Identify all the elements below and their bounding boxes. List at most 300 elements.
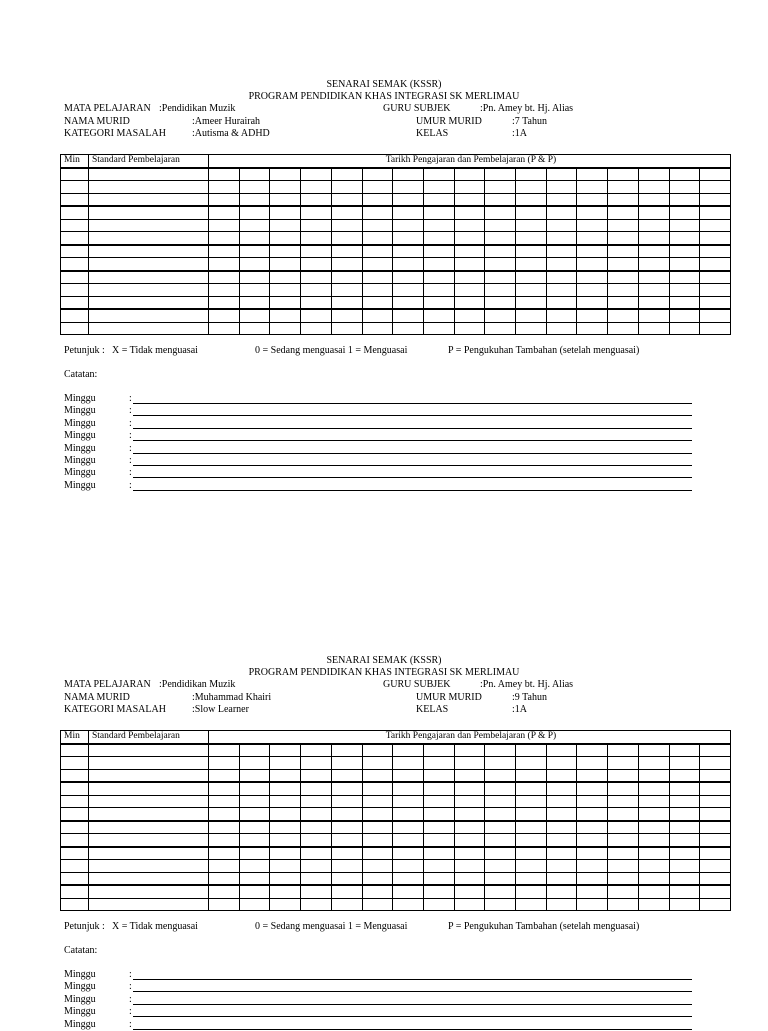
date-cell <box>638 744 669 757</box>
week-colon: : <box>129 993 132 1005</box>
date-cell <box>331 885 362 898</box>
date-cell <box>700 808 731 821</box>
checklist-sheet-2 <box>0 576 768 1030</box>
date-cell <box>546 795 577 808</box>
date-cell <box>423 322 454 335</box>
date-cell <box>301 322 332 335</box>
date-cell <box>608 322 639 335</box>
date-cell <box>669 322 700 335</box>
date-cell <box>239 206 270 219</box>
date-cell <box>209 795 240 808</box>
date-cell <box>608 744 639 757</box>
date-cell <box>638 168 669 181</box>
week-note-line <box>133 403 692 404</box>
date-cell <box>485 872 516 885</box>
legend-x: X = Tidak menguasai <box>112 345 198 356</box>
date-cell <box>608 232 639 245</box>
week-note-line <box>133 991 692 992</box>
date-cell <box>577 834 608 847</box>
min-cell <box>61 193 89 206</box>
date-cell <box>546 782 577 795</box>
date-cell <box>638 847 669 860</box>
date-cell <box>239 847 270 860</box>
date-cell <box>577 821 608 834</box>
table-row <box>61 271 731 284</box>
date-cell <box>301 232 332 245</box>
table-row <box>61 219 731 232</box>
week-note-row <box>64 1006 692 1018</box>
date-cell <box>608 885 639 898</box>
date-cell <box>331 206 362 219</box>
table-row <box>61 245 731 258</box>
standard-cell <box>89 860 209 873</box>
date-cell <box>700 872 731 885</box>
table-row <box>61 258 731 271</box>
subject-label: MATA PELAJARAN <box>64 103 151 114</box>
date-cell <box>700 296 731 309</box>
date-cell <box>270 245 301 258</box>
date-cell <box>485 309 516 322</box>
date-cell <box>362 193 393 206</box>
table-row <box>61 872 731 885</box>
date-cell <box>270 872 301 885</box>
date-cell <box>270 232 301 245</box>
date-cell <box>546 757 577 770</box>
date-cell <box>454 757 485 770</box>
standard-cell <box>89 206 209 219</box>
week-colon: : <box>129 417 132 429</box>
date-cell <box>239 808 270 821</box>
min-cell <box>61 795 89 808</box>
date-cell <box>423 245 454 258</box>
student-age-value: :9 Tahun <box>512 692 547 703</box>
date-cell <box>301 782 332 795</box>
date-cell <box>331 271 362 284</box>
date-cell <box>700 232 731 245</box>
date-cell <box>270 219 301 232</box>
category-label: KATEGORI MASALAH <box>64 704 166 715</box>
table-row <box>61 309 731 322</box>
table-row <box>61 181 731 194</box>
date-cell <box>270 296 301 309</box>
date-cell <box>638 284 669 297</box>
date-cell <box>423 795 454 808</box>
date-cell <box>239 219 270 232</box>
date-cell <box>485 206 516 219</box>
date-cell <box>577 245 608 258</box>
date-cell <box>577 168 608 181</box>
date-cell <box>393 834 424 847</box>
date-cell <box>454 769 485 782</box>
date-cell <box>700 834 731 847</box>
date-cell <box>331 808 362 821</box>
date-cell <box>669 757 700 770</box>
date-cell <box>516 757 547 770</box>
date-cell <box>209 181 240 194</box>
program-title: PROGRAM PENDIDIKAN KHAS INTEGRASI SK MERLIMAU <box>248 667 520 678</box>
date-cell <box>362 322 393 335</box>
date-cell <box>638 271 669 284</box>
week-colon: : <box>129 969 132 980</box>
date-cell <box>638 885 669 898</box>
week-note-line <box>133 490 692 491</box>
date-cell <box>700 782 731 795</box>
date-cell <box>546 821 577 834</box>
week-note-line <box>133 453 692 454</box>
date-cell <box>700 206 731 219</box>
date-cell <box>546 898 577 911</box>
date-cell <box>301 757 332 770</box>
date-cell <box>546 309 577 322</box>
date-cell <box>454 168 485 181</box>
date-cell <box>239 284 270 297</box>
date-cell <box>669 296 700 309</box>
date-cell <box>209 885 240 898</box>
date-cell <box>362 898 393 911</box>
date-cell <box>454 284 485 297</box>
date-cell <box>669 808 700 821</box>
student-name-label: NAMA MURID <box>64 116 130 127</box>
date-cell <box>700 757 731 770</box>
date-cell <box>485 847 516 860</box>
date-cell <box>393 232 424 245</box>
date-cell <box>423 219 454 232</box>
week-label: Minggu <box>64 981 96 993</box>
checklist-table <box>60 730 731 911</box>
week-note-line <box>133 979 692 980</box>
date-cell <box>393 284 424 297</box>
standard-cell <box>89 834 209 847</box>
standard-cell <box>89 168 209 181</box>
date-cell <box>608 834 639 847</box>
legend-x: X = Tidak menguasai <box>112 921 198 932</box>
date-cell <box>423 782 454 795</box>
table-row <box>61 193 731 206</box>
date-cell <box>454 860 485 873</box>
date-cell <box>608 808 639 821</box>
date-cell <box>239 769 270 782</box>
date-cell <box>516 168 547 181</box>
date-cell <box>485 885 516 898</box>
date-cell <box>423 847 454 860</box>
date-cell <box>393 808 424 821</box>
week-note-row <box>64 994 692 1006</box>
date-cell <box>362 206 393 219</box>
date-cell <box>608 795 639 808</box>
date-cell <box>362 782 393 795</box>
min-header: Min <box>61 155 89 168</box>
week-label: Minggu <box>64 993 96 1005</box>
date-cell <box>209 245 240 258</box>
date-cell <box>331 898 362 911</box>
date-cell <box>516 245 547 258</box>
date-cell <box>516 258 547 271</box>
date-cell <box>577 258 608 271</box>
date-cell <box>454 795 485 808</box>
date-cell <box>485 821 516 834</box>
date-cell <box>239 782 270 795</box>
date-cell <box>577 206 608 219</box>
standard-cell <box>89 309 209 322</box>
date-cell <box>270 757 301 770</box>
date-cell <box>516 284 547 297</box>
date-cell <box>669 860 700 873</box>
date-cell <box>577 757 608 770</box>
table-row <box>61 795 731 808</box>
date-cell <box>485 168 516 181</box>
date-cell <box>669 885 700 898</box>
min-cell <box>61 309 89 322</box>
min-cell <box>61 271 89 284</box>
date-cell <box>546 245 577 258</box>
date-cell <box>485 296 516 309</box>
date-cell <box>301 834 332 847</box>
standard-cell <box>89 181 209 194</box>
date-cell <box>423 834 454 847</box>
week-note-line <box>133 1004 692 1005</box>
date-cell <box>393 898 424 911</box>
table-row <box>61 885 731 898</box>
category-value: :Slow Learner <box>192 704 249 715</box>
date-cell <box>546 206 577 219</box>
legend-prefix: Petunjuk : <box>64 921 105 932</box>
date-cell <box>700 193 731 206</box>
checklist-table <box>60 154 731 335</box>
date-cell <box>393 271 424 284</box>
date-cell <box>362 181 393 194</box>
standard-cell <box>89 271 209 284</box>
week-colon: : <box>129 981 132 993</box>
date-cell <box>239 744 270 757</box>
min-cell <box>61 219 89 232</box>
date-cell <box>331 219 362 232</box>
date-cell <box>669 309 700 322</box>
min-cell <box>61 245 89 258</box>
date-cell <box>270 782 301 795</box>
date-cell <box>239 757 270 770</box>
week-label: Minggu <box>64 442 96 454</box>
table-row <box>61 744 731 757</box>
date-cell <box>700 284 731 297</box>
date-cell <box>331 795 362 808</box>
legend-0-1: 0 = Sedang menguasai 1 = Menguasai <box>255 345 408 356</box>
date-cell <box>700 322 731 335</box>
date-cell <box>546 219 577 232</box>
student-age-label: UMUR MURID <box>416 116 482 127</box>
date-cell <box>270 885 301 898</box>
date-cell <box>209 232 240 245</box>
date-cell <box>669 769 700 782</box>
date-cell <box>608 309 639 322</box>
teacher-value: :Pn. Amey bt. Hj. Alias <box>480 679 574 690</box>
date-cell <box>423 206 454 219</box>
category-value: :Autisma & ADHD <box>192 128 270 139</box>
date-cell <box>485 744 516 757</box>
date-cell <box>608 782 639 795</box>
date-header: Tarikh Pengajaran dan Pembelajaran (P & P) <box>209 155 731 168</box>
date-cell <box>516 181 547 194</box>
date-cell <box>423 296 454 309</box>
date-cell <box>239 872 270 885</box>
date-cell <box>270 309 301 322</box>
date-cell <box>516 847 547 860</box>
date-cell <box>393 782 424 795</box>
date-cell <box>546 860 577 873</box>
date-cell <box>608 847 639 860</box>
date-cell <box>209 271 240 284</box>
table-header-row <box>61 731 731 744</box>
week-colon: : <box>129 467 132 479</box>
date-cell <box>638 193 669 206</box>
week-label: Minggu <box>64 479 96 491</box>
subject-label: MATA PELAJARAN <box>64 679 151 690</box>
date-cell <box>362 744 393 757</box>
min-cell <box>61 322 89 335</box>
date-cell <box>331 860 362 873</box>
date-cell <box>454 258 485 271</box>
date-cell <box>209 744 240 757</box>
table-row <box>61 860 731 873</box>
date-cell <box>301 219 332 232</box>
table-row <box>61 296 731 309</box>
date-cell <box>393 309 424 322</box>
date-cell <box>700 168 731 181</box>
date-cell <box>638 258 669 271</box>
date-cell <box>577 782 608 795</box>
date-cell <box>608 821 639 834</box>
date-cell <box>485 181 516 194</box>
student-name-label: NAMA MURID <box>64 692 130 703</box>
date-cell <box>423 860 454 873</box>
date-cell <box>301 168 332 181</box>
date-cell <box>546 834 577 847</box>
date-cell <box>423 885 454 898</box>
date-cell <box>638 808 669 821</box>
standard-header: Standard Pembelajaran <box>89 731 209 744</box>
date-cell <box>546 258 577 271</box>
standard-cell <box>89 885 209 898</box>
date-cell <box>485 782 516 795</box>
date-cell <box>700 271 731 284</box>
date-cell <box>362 834 393 847</box>
date-cell <box>331 245 362 258</box>
date-cell <box>239 168 270 181</box>
date-cell <box>608 284 639 297</box>
date-cell <box>239 795 270 808</box>
date-cell <box>393 847 424 860</box>
date-cell <box>638 782 669 795</box>
table-row <box>61 168 731 181</box>
date-cell <box>301 258 332 271</box>
date-cell <box>485 284 516 297</box>
date-cell <box>423 744 454 757</box>
date-cell <box>301 181 332 194</box>
min-cell <box>61 168 89 181</box>
date-cell <box>301 821 332 834</box>
date-cell <box>516 219 547 232</box>
date-cell <box>516 834 547 847</box>
date-cell <box>362 885 393 898</box>
date-cell <box>577 284 608 297</box>
date-cell <box>362 245 393 258</box>
date-cell <box>209 782 240 795</box>
date-cell <box>270 181 301 194</box>
standard-cell <box>89 872 209 885</box>
week-label: Minggu <box>64 1006 96 1018</box>
date-cell <box>301 193 332 206</box>
standard-cell <box>89 782 209 795</box>
standard-cell <box>89 847 209 860</box>
student-age-label: UMUR MURID <box>416 692 482 703</box>
week-label: Minggu <box>64 405 96 417</box>
date-cell <box>239 821 270 834</box>
date-cell <box>270 795 301 808</box>
date-cell <box>546 271 577 284</box>
standard-cell <box>89 795 209 808</box>
date-cell <box>485 769 516 782</box>
week-note-row <box>64 443 692 455</box>
standard-cell <box>89 769 209 782</box>
date-cell <box>393 258 424 271</box>
standard-cell <box>89 245 209 258</box>
date-cell <box>331 193 362 206</box>
date-cell <box>362 232 393 245</box>
date-cell <box>362 769 393 782</box>
table-row <box>61 232 731 245</box>
week-colon: : <box>129 1006 132 1018</box>
date-cell <box>700 744 731 757</box>
date-cell <box>516 795 547 808</box>
date-cell <box>423 168 454 181</box>
week-note-row <box>64 418 692 430</box>
week-note-row <box>64 467 692 479</box>
date-cell <box>331 834 362 847</box>
date-cell <box>239 885 270 898</box>
standard-cell <box>89 258 209 271</box>
date-cell <box>270 898 301 911</box>
date-cell <box>209 808 240 821</box>
date-cell <box>516 206 547 219</box>
date-cell <box>546 322 577 335</box>
week-note-line <box>133 428 692 429</box>
date-cell <box>454 232 485 245</box>
date-cell <box>362 757 393 770</box>
date-cell <box>331 744 362 757</box>
date-cell <box>546 872 577 885</box>
date-cell <box>270 834 301 847</box>
date-cell <box>362 284 393 297</box>
date-cell <box>301 245 332 258</box>
date-cell <box>516 309 547 322</box>
date-cell <box>485 808 516 821</box>
date-cell <box>669 271 700 284</box>
date-cell <box>393 872 424 885</box>
date-cell <box>209 860 240 873</box>
date-cell <box>669 898 700 911</box>
date-cell <box>669 181 700 194</box>
week-colon: : <box>129 405 132 417</box>
date-cell <box>331 847 362 860</box>
date-cell <box>393 821 424 834</box>
date-cell <box>516 860 547 873</box>
date-cell <box>577 219 608 232</box>
date-cell <box>239 193 270 206</box>
standard-cell <box>89 232 209 245</box>
student-age-value: :7 Tahun <box>512 116 547 127</box>
date-cell <box>577 808 608 821</box>
date-cell <box>638 245 669 258</box>
standard-cell <box>89 744 209 757</box>
